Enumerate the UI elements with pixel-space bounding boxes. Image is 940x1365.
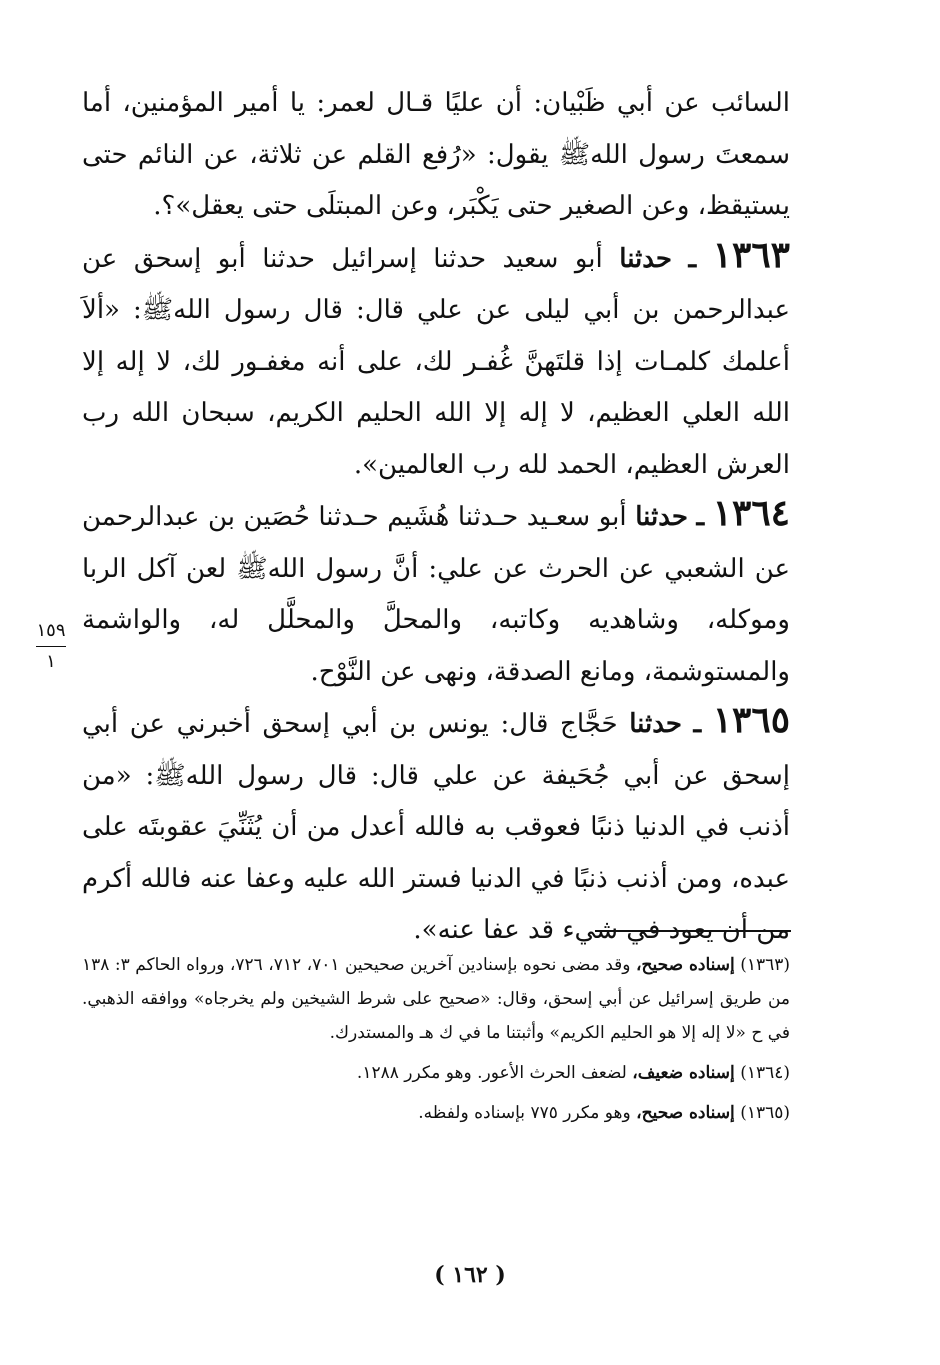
hadith-number: ١٣٦٤ — [712, 492, 791, 534]
footnote-1365 — [82, 1096, 790, 1130]
hadith-1363 — [82, 234, 790, 492]
footnote-ref: (١٣٦٥) — [740, 1103, 790, 1123]
hadith-text: أبو سعـيد حـدثنا هُشَيم حـدثنا حُصَين بن عبدالرحمن عن الشعبي عن الحرث عن علي: أنَّ رسول اللهﷺ لعن آكل الربا وموكله، وشاهديه وكاتبه، والمحلَّ والمحلَّل له، والواشمة والمستوشمة، ومانع الصدقة، ونهى عن النَّوْح. — [82, 502, 790, 687]
hadith-1365 — [82, 699, 790, 957]
hadith-label: حدثنا — [619, 243, 673, 274]
margin-reference-bottom: ١ — [46, 651, 56, 672]
footnote-grade: إسناده صحيح، — [636, 955, 735, 975]
footnote-grade: إسناده ضعيف، — [632, 1063, 735, 1083]
footnote-grade: إسناده صحيح، — [636, 1103, 735, 1123]
hadith-number: ١٣٦٣ — [712, 233, 791, 276]
hadith-label: حدثنا — [635, 502, 688, 532]
hadith-dash: ـ — [696, 502, 705, 532]
footnote-text: وهو مكرر ٧٧٥ بإسناده ولفظه. — [418, 1103, 631, 1123]
footnote-ref: (١٣٦٣) — [740, 955, 791, 975]
hadith-dash: ـ — [688, 243, 697, 274]
hadith-number: ١٣٦٥ — [712, 699, 791, 741]
margin-reference-top: ١٥٩ — [36, 620, 66, 647]
main-text — [82, 78, 790, 957]
paragraph-continuation: السائب عن أبي ظَبْيان: أن عليًا قـال لعمر: يا أمير المؤمنين، أما سمعتَ رسول اللهﷺ يقول: «رُفع القلم عن ثلاثة، عن النائم حتى يستيقظ، وعن الصغير حتى يَكْبَر، وعن المبتلَى حتى يعقل»؟. — [82, 88, 790, 221]
hadith-1364 — [82, 492, 790, 698]
hadith-text: حَجَّاج قال: يونس بن أبي إسحق أخبرني عن أبي إسحق عن أبي جُحَيفة عن علي قال: قال رسول اللهﷺ: «من أذنب في الدنيا ذنبًا فعوقب به فالله أعدل من أن يُثَنِّيَ عقوبتَه على عبده، ومن أذنب ذنبًا في الدنيا فستر الله عليه وعفا عنه فالله أكرم من أن يعود في شيء قد عفا عنه». — [82, 709, 790, 945]
footnote-1363 — [82, 948, 790, 1050]
page-number: ( ١٦٢ ) — [434, 1262, 506, 1288]
footnote-divider — [595, 930, 791, 932]
hadith-text: أبو سعيد حدثنا إسرائيل حدثنا أبو إسحق عن عبدالرحمن بن أبي ليلى عن علي قال: قال رسول اللهﷺ: «ألاَ أعلمك كلمـات إذا قلتَهنَّ غُفـر لك، على أنه مغفـور لك، لا إله إلا الله العلي العظيم، لا إله إلا الله الحليم الكريم، سبحان الله رب العرش العظيم، الحمد لله رب العالمين». — [82, 243, 790, 480]
footnotes — [82, 948, 790, 1130]
hadith-label: حدثنا — [629, 709, 682, 739]
margin-reference — [36, 620, 66, 673]
footnote-1364 — [82, 1056, 790, 1090]
footnote-text: وقد مضى نحوه بإسنادين آخرين صحيحين ٧٠١، ٧١٢، ٧٢٦، ورواه الحاكم ٣: ١٣٨ من طريق إسرائيل عن أبي إسحق، وقال: «صحيح على شرط الشيخين ولم يخرجاه» ووافقه الذهبي. في ح «لا إله إلا هو الحليم الكريم» وأثبتنا ما في ك هـ والمستدرك. — [82, 955, 790, 1043]
footnote-text: لضعف الحرث الأعور. وهو مكرر ١٢٨٨. — [356, 1063, 627, 1083]
footnote-ref: (١٣٦٤) — [740, 1063, 790, 1083]
hadith-dash: ـ — [693, 709, 702, 739]
